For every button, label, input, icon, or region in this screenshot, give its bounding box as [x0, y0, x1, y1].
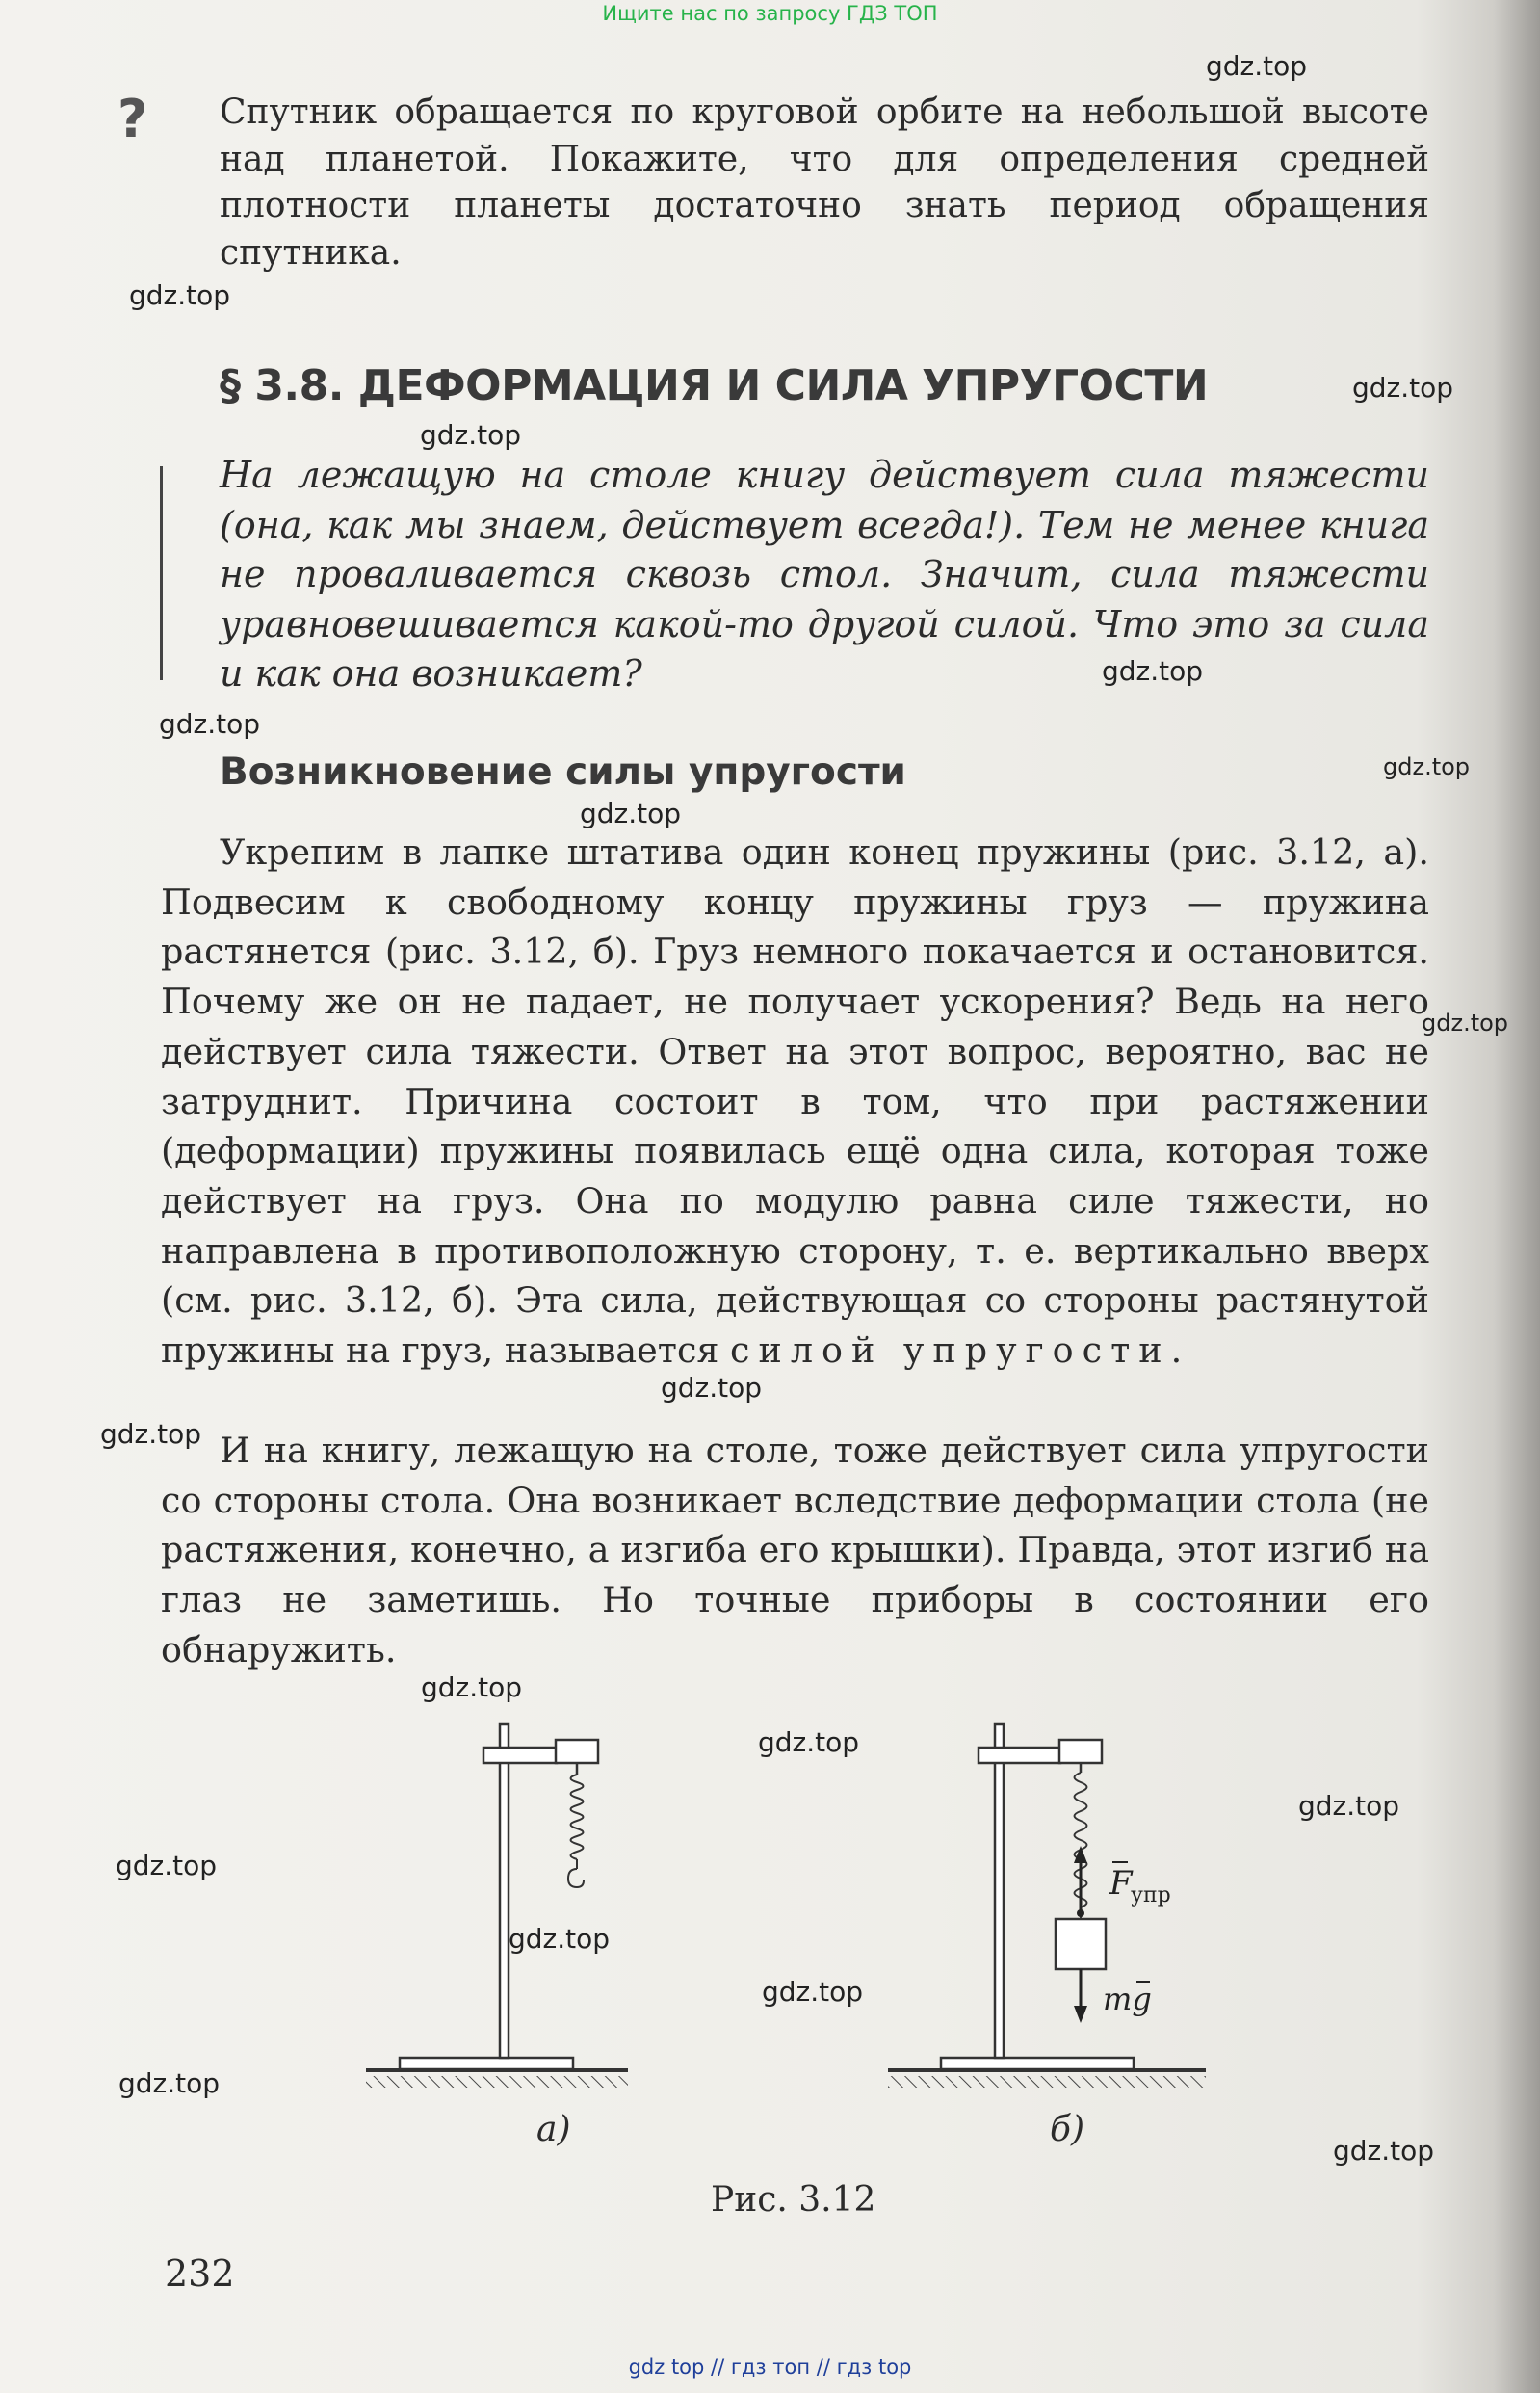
force-gravity-label: mg — [1103, 1981, 1152, 2017]
watermark: gdz.top — [661, 1372, 763, 1404]
question-text: Спутник обращается по круговой орбите на небольшой высоте над планетой. Покажите, что для определения средней плотности планеты достаточно знать период обращения спутника. — [220, 92, 1429, 273]
intro-margin-bar — [160, 466, 163, 680]
term-elastic-force: силой упругости. — [730, 1329, 1191, 1372]
bottom-banner[interactable]: gdz top // гдз топ // гдз top — [628, 2355, 912, 2379]
watermark: gdz.top — [420, 419, 522, 451]
question-icon: ? — [117, 89, 148, 149]
figure-3-12 — [366, 1715, 1233, 2177]
watermark: gdz.top — [159, 708, 261, 740]
force-elastic-label: F — [1109, 1864, 1133, 1903]
watermark: gdz.top — [758, 1726, 860, 1758]
top-banner[interactable]: Ищите нас по запросу ГДЗ ТОП — [602, 2, 938, 25]
watermark: gdz.top — [129, 279, 231, 311]
watermark: gdz.top — [1298, 1790, 1400, 1822]
figure-label-a: а) — [536, 2110, 571, 2149]
page-number: 232 — [165, 2252, 235, 2295]
body-paragraph-1 — [161, 828, 1429, 1376]
watermark: gdz.top — [580, 798, 682, 829]
stand-a — [366, 1724, 628, 2088]
watermark: gdz.top — [116, 1850, 218, 1881]
body-paragraph-2: И на книгу, лежащую на столе, тоже действует сила упругости со стороны стола. Она возникает вследствие деформации стола (не растяжения, конечно, а изгиба его крышки). Правда, этот изгиб на глаз не заметишь. Но точные приборы в состоянии его обнаружить. — [161, 1430, 1429, 1670]
watermark: gdz.top — [1352, 372, 1454, 404]
section-heading: § 3.8. ДЕФОРМАЦИЯ И СИЛА УПРУГОСТИ — [220, 361, 1209, 410]
watermark: gdz.top — [509, 1923, 611, 1955]
figure-label-b: б) — [1050, 2110, 1085, 2149]
figure-caption: Рис. 3.12 — [711, 2180, 876, 2220]
watermark: gdz.top — [1102, 655, 1204, 687]
watermark: gdz.top — [1383, 753, 1471, 780]
watermark: gdz.top — [1422, 1010, 1509, 1037]
watermark: gdz.top — [1333, 2135, 1435, 2167]
force-elastic-subscript: упр — [1131, 1883, 1171, 1907]
subsection-heading: Возникновение силы упругости — [220, 750, 906, 794]
watermark: gdz.top — [100, 1418, 202, 1450]
paragraph-text: Укрепим в лапке штатива один конец пружины (рис. 3.12, а). Подвесим к свободному концу пружины груз — пружина растянется (рис. 3.12, б). Груз немного покачается и остановится. Почему же он не падает, не получает ускорения? Ведь на него действует сила тяжести. Ответ на этот вопрос, вероятно, вас не затруднит. Причина состоит в том, что при растяжении (деформации) пружины появилась ещё одна сила, которая тоже действует на груз. Она по модулю равна силе тяжести, но направлена в противоположную сторону, т. е. вертикально вверх (см. рис. 3.12, б). Эта сила, действующая со стороны растянутой пружины на груз, называется — [161, 831, 1429, 1372]
intro-paragraph: На лежащую на столе книгу действует сила тяжести (она, как мы знаем, действует всегда!). Тем не менее книга не проваливается сквозь стол. Значит, сила тяжести уравновешивается какой-то другой силой. Что это за сила и как она возникает? — [220, 454, 1429, 695]
watermark: gdz.top — [118, 2067, 221, 2099]
watermark: gdz.top — [421, 1671, 523, 1703]
watermark: gdz.top — [762, 1976, 864, 2008]
watermark: gdz.top — [1206, 50, 1308, 82]
